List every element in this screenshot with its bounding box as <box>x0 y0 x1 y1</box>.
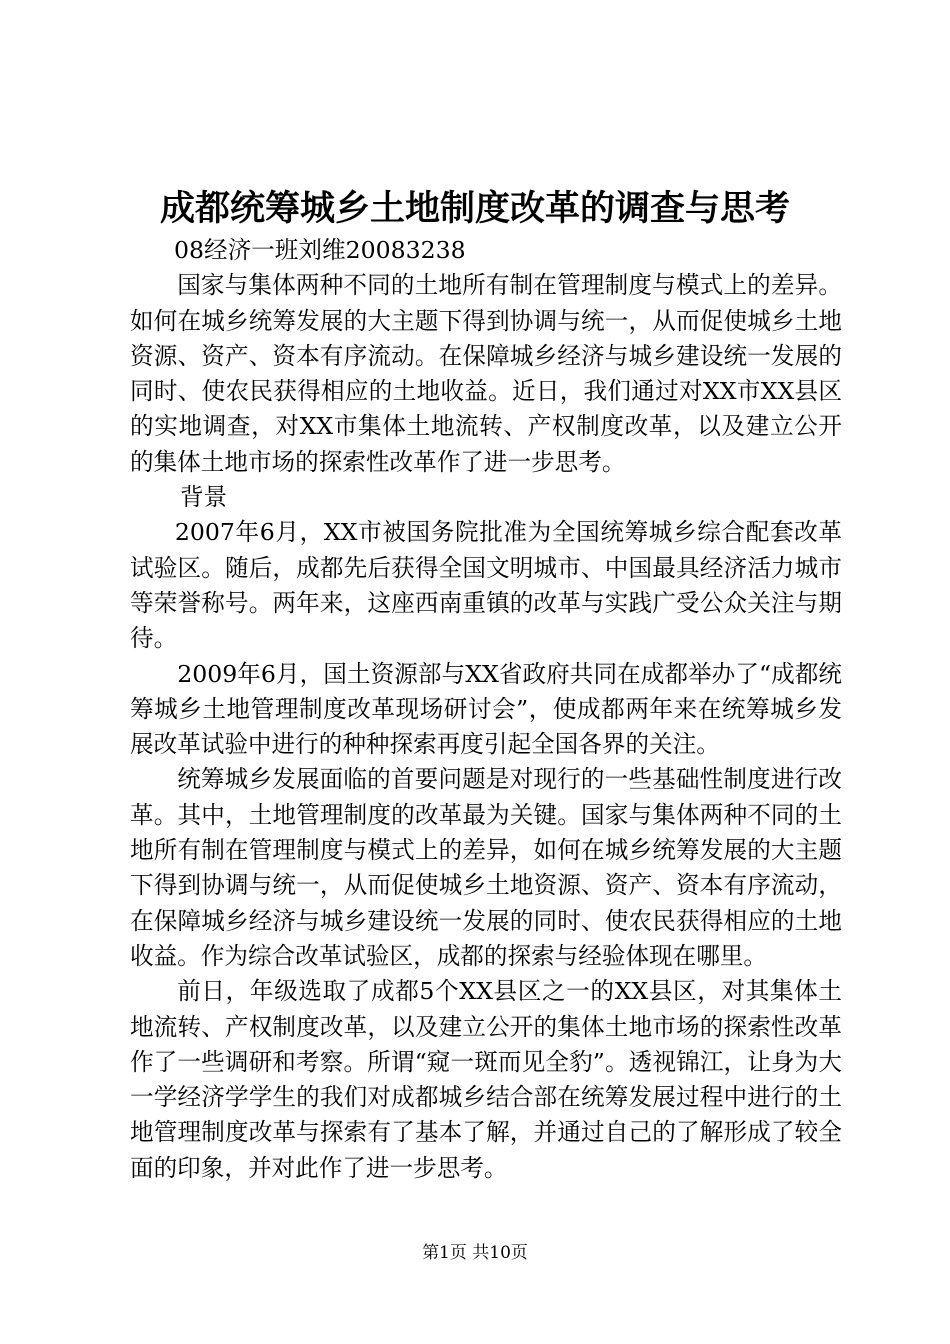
section-heading-background: 背景 <box>180 483 228 512</box>
document-title: 成都统筹城乡土地制度改革的调查与思考 <box>159 189 790 229</box>
paragraph-survey: 前日，年级选取了成都5个XX县区之一的XX县区，对其集体土地流转、产权制度改革，以及建立公开的集体土地市场的探索性改革作了一些调研和考察。所谓“窥一斑而见全豹”。透视锦江，让身为大一学经济学学生的我们对成都城乡结合部在统筹发展过程中进行的土地管理制度改革与探索有了基本了解，并通过自己的了解形成了较全面的印象，并对此作了进一步思考。 <box>130 977 842 1182</box>
paragraph-intro: 国家与集体两种不同的土地所有制在管理制度与模式上的差异。如何在城乡统筹发展的大主题下得到协调与统一，从而促使城乡土地资源、资产、资本有序流动。在保障城乡经济与城乡建设统一发展的同时、使农民获得相应的土地收益。近日，我们通过对XX市XX县区的实地调查，对XX市集体土地流转、产权制度改革，以及建立公开的集体土地市场的探索性改革作了进一步思考。 <box>130 271 842 476</box>
paragraph-2009: 2009年6月，国土资源部与XX省政府共同在成都举办了“成都统筹城乡土地管理制度改革现场研讨会”，使成都两年来在统筹城乡发展改革试验中进行的种种探索再度引起全国各界的关注。 <box>130 659 842 759</box>
document-body <box>130 233 842 1186</box>
author-line: 08经济一班刘维20083238 <box>174 236 466 264</box>
paragraph-2007: 2007年6月，XX市被国务院批准为全国统筹城乡综合配套改革试验区。随后，成都先后获得全国文明城市、中国最具经济活力城市等荣誉称号。两年来，这座西南重镇的改革与实践广受公众关注与期待。 <box>130 518 842 653</box>
page-footer: 第1页 共10页 <box>422 1243 528 1263</box>
paragraph-reform: 统筹城乡发展面临的首要问题是对现行的一些基础性制度进行改革。其中，土地管理制度的改革最为关键。国家与集体两种不同的土地所有制在管理制度与模式上的差异，如何在城乡统筹发展的大主题下得到协调与统一，从而促使城乡土地资源、资产、资本有序流动，在保障城乡经济与城乡建设统一发展的同时、使农民获得相应的土地收益。作为综合改革试验区，成都的探索与经验体现在哪里。 <box>130 765 842 970</box>
